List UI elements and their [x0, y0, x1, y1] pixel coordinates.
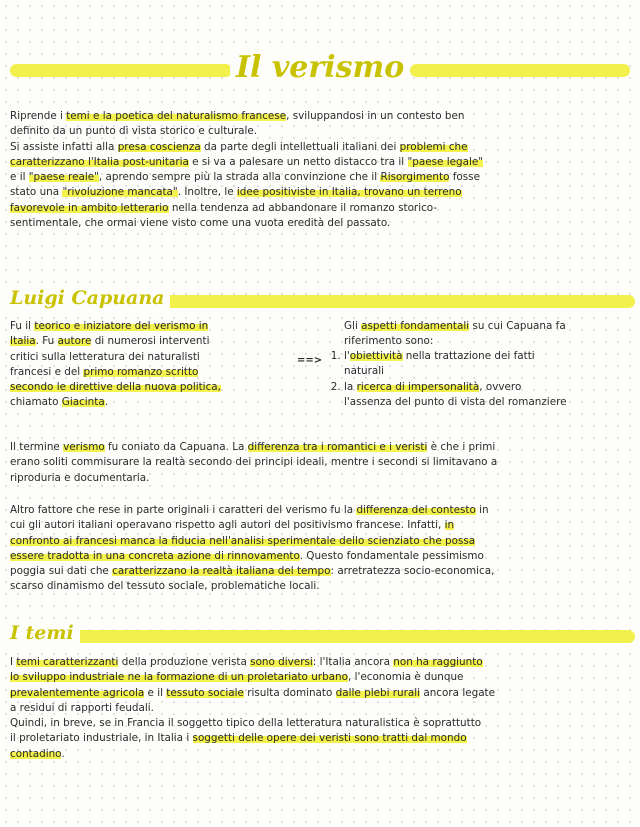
text-line: [10, 140, 483, 155]
text-line: [10, 455, 497, 470]
text-line: [10, 471, 497, 486]
aspects-list: [322, 349, 567, 410]
highlighted-text: autore: [57, 335, 92, 348]
text-segment: . Fu: [35, 335, 58, 348]
highlighted-text: "paese reale": [28, 171, 99, 184]
text-segment: nella trattazione dei fatti: [402, 350, 535, 362]
capuana-heading: Luigi Capuana: [4, 287, 170, 309]
highlighted-text: obiettività: [349, 350, 403, 362]
highlighted-text: idee positiviste in Italia, trovano un terreno: [236, 186, 462, 199]
text-line: [344, 334, 566, 349]
highlighted-text: aspetti fondamentali: [361, 320, 470, 332]
text-line: [10, 319, 221, 334]
arrow-symbol: ==>: [297, 355, 323, 366]
text-segment: stato una: [10, 186, 63, 199]
text-segment: , l'economia è dunque: [347, 671, 464, 684]
highlighted-text: non ha raggiunto: [393, 656, 483, 668]
aspects-list-wrapper: [322, 349, 567, 410]
text-line: [10, 395, 221, 410]
text-line: [10, 350, 221, 365]
text-segment: e si va a palesare un netto distacco tra il: [188, 155, 408, 168]
text-segment: riferimento sono:: [344, 335, 434, 348]
highlighted-text: lo sviluppo industriale ne la formazione di un proletariato urbano: [10, 671, 348, 684]
text-segment: poggia sui dati che: [10, 565, 113, 578]
text-segment: la: [344, 380, 357, 393]
text-segment: della produzione verista: [118, 656, 251, 668]
text-segment: Gli: [344, 320, 362, 332]
aspect-item: [344, 349, 567, 380]
text-line: [10, 170, 483, 185]
highlighted-text: ricerca di impersonalità: [356, 380, 480, 393]
text-segment: Altro fattore che rese in parte originali i caratteri del verismo fu la: [10, 504, 357, 516]
text-segment: , sviluppandosi in un contesto ben: [286, 110, 465, 122]
text-line: [344, 349, 567, 364]
text-line: [10, 124, 483, 139]
text-segment: l': [344, 350, 350, 362]
highlighted-text: caratterizzano l'Italia post-unitaria: [10, 155, 189, 168]
aspect-item: [344, 380, 567, 411]
highlighted-text: confronto ai francesi manca la fiducia nell'analisi sperimentale dello scienziato che possa: [10, 534, 476, 547]
text-segment: in: [475, 504, 489, 516]
text-segment: il proletariato industriale, in Italia i: [10, 732, 193, 745]
text-segment: Quindi, in breve, se in Francia il soggetto tipico della letteratura naturalistica è soprattutto: [10, 717, 482, 730]
text-segment: fu coniato da Capuana. La: [104, 441, 248, 453]
highlighted-text: problemi che: [399, 140, 468, 153]
text-segment: scarso dinamismo del tessuto sociale, problematiche locali.: [10, 580, 320, 593]
text-segment: riproduria e documentaria.: [10, 471, 150, 484]
text-line: [10, 564, 494, 579]
text-line: [344, 364, 567, 379]
page-title: Il verismo: [230, 50, 410, 85]
capuana-right-intro: [344, 319, 566, 350]
text-segment: sentimentale, che ormai viene visto come una vuota eredità del passato.: [10, 217, 391, 230]
highlighted-text: favorevole in ambito letterario: [10, 201, 169, 214]
temi-heading: I temi: [4, 622, 80, 644]
text-segment: su cui Capuana fa: [469, 320, 566, 332]
highlighted-text: temi e la poetica del naturalismo francese: [66, 110, 287, 122]
highlighted-text: temi caratterizzanti: [16, 656, 119, 668]
text-segment: : l'Italia ancora: [312, 656, 394, 668]
text-segment: risulta dominato: [243, 686, 336, 699]
text-segment: e il: [10, 171, 29, 184]
highlighted-text: Italia: [10, 335, 36, 348]
text-segment: fosse: [449, 171, 480, 184]
text-line: [10, 747, 495, 762]
text-line: [10, 380, 221, 395]
highlighted-text: "paese legale": [407, 155, 484, 168]
text-segment: l'assenza del punto di vista del romanziere: [344, 395, 567, 408]
text-segment: Fu il: [10, 320, 35, 332]
text-line: [10, 716, 495, 731]
highlighted-text: Giacinta: [61, 396, 105, 409]
text-segment: . Questo fondamentale pessimismo: [299, 549, 484, 562]
text-segment: naturali: [344, 365, 385, 378]
highlighted-text: teorico e iniziatore del verismo in: [34, 320, 209, 332]
capuana-left-text: [10, 319, 221, 411]
text-line: [10, 549, 494, 564]
text-segment: chiamato: [10, 396, 62, 409]
text-segment: Riprende i: [10, 110, 67, 122]
text-line: [10, 731, 495, 746]
capuana-paragraph-2: [10, 503, 494, 595]
text-line: [344, 395, 567, 410]
title-bar-right: [410, 64, 630, 77]
text-line: [10, 686, 495, 701]
text-line: [10, 534, 494, 549]
text-segment: . Inoltre, le: [177, 186, 237, 199]
text-line: [344, 380, 567, 395]
highlighted-text: contadino: [10, 747, 62, 760]
text-segment: , aprendo sempre più la strada alla convinzione che il: [98, 171, 381, 184]
highlighted-text: Risorgimento: [380, 171, 450, 184]
highlighted-text: essere tradotta in una concreta azione di rinnovamento: [10, 549, 300, 562]
text-line: [10, 185, 483, 200]
text-segment: definito da un punto di vista storico e culturale.: [10, 125, 258, 138]
text-segment: .: [61, 747, 65, 760]
text-segment: erano soliti commisurare la realtà secondo dei principi ideali, mentre i secondi si limitavano a: [10, 456, 498, 469]
text-line: [10, 109, 483, 124]
text-segment: è che i primi: [427, 441, 496, 453]
text-line: [10, 701, 495, 716]
text-segment: ancora legate: [420, 686, 496, 699]
intro-paragraph: [10, 109, 483, 231]
highlighted-text: soggetti delle opere dei veristi sono tratti dal mondo: [192, 732, 467, 745]
text-line: [10, 334, 221, 349]
capuana-heading-bar: [140, 295, 635, 308]
text-segment: Si assiste infatti alla: [10, 140, 118, 153]
highlighted-text: in: [444, 519, 455, 532]
text-segment: francesi e del: [10, 365, 84, 378]
text-segment: di numerosi interventi: [91, 335, 210, 348]
temi-heading-bar: [70, 630, 635, 643]
text-line: [10, 216, 483, 231]
text-line: [10, 440, 497, 455]
text-line: [10, 655, 495, 670]
highlighted-text: secondo le direttive della nuova politica,: [10, 381, 221, 394]
text-segment: a residui di rapporti feudali.: [10, 701, 154, 714]
text-line: [10, 365, 221, 380]
text-line: [344, 319, 566, 334]
capuana-paragraph-1: [10, 440, 497, 486]
title-bar-left: [10, 64, 232, 77]
text-segment: : arretratezza socio-economica,: [330, 565, 495, 578]
text-segment: .: [104, 396, 109, 409]
highlighted-text: prevalentemente agricola: [10, 686, 145, 699]
text-segment: e il: [144, 686, 167, 699]
highlighted-text: caratterizzano la realtà italiana del tempo: [112, 565, 331, 578]
text-segment: cui gli autori italiani operavano rispetto agli autori del positivismo francese. Infatti,: [10, 519, 445, 532]
highlighted-text: primo romanzo scritto: [83, 365, 199, 378]
highlighted-text: tessuto sociale: [166, 686, 244, 699]
highlighted-text: differenza del contesto: [356, 504, 476, 516]
highlighted-text: differenza tra i romantici e i veristi: [247, 441, 428, 453]
text-segment: , ovvero: [479, 380, 522, 393]
text-segment: da parte degli intellettuali italiani dei: [200, 140, 400, 153]
text-line: [10, 579, 494, 594]
text-line: [10, 518, 494, 533]
text-segment: Il termine: [10, 441, 64, 453]
temi-paragraph: [10, 655, 495, 762]
text-line: [10, 201, 483, 216]
highlighted-text: dalle plebi rurali: [335, 686, 421, 699]
highlighted-text: verismo: [63, 441, 105, 453]
text-line: [10, 155, 483, 170]
highlighted-text: presa coscienza: [117, 140, 201, 153]
text-line: [10, 670, 495, 685]
text-line: [10, 503, 494, 518]
highlighted-text: sono diversi: [250, 656, 313, 668]
text-segment: critici sulla letteratura dei naturalisti: [10, 350, 200, 363]
text-segment: I: [10, 656, 17, 668]
highlighted-text: "rivoluzione mancata": [62, 186, 178, 199]
text-segment: nella tendenza ad abbandonare il romanzo storico-: [168, 201, 438, 214]
